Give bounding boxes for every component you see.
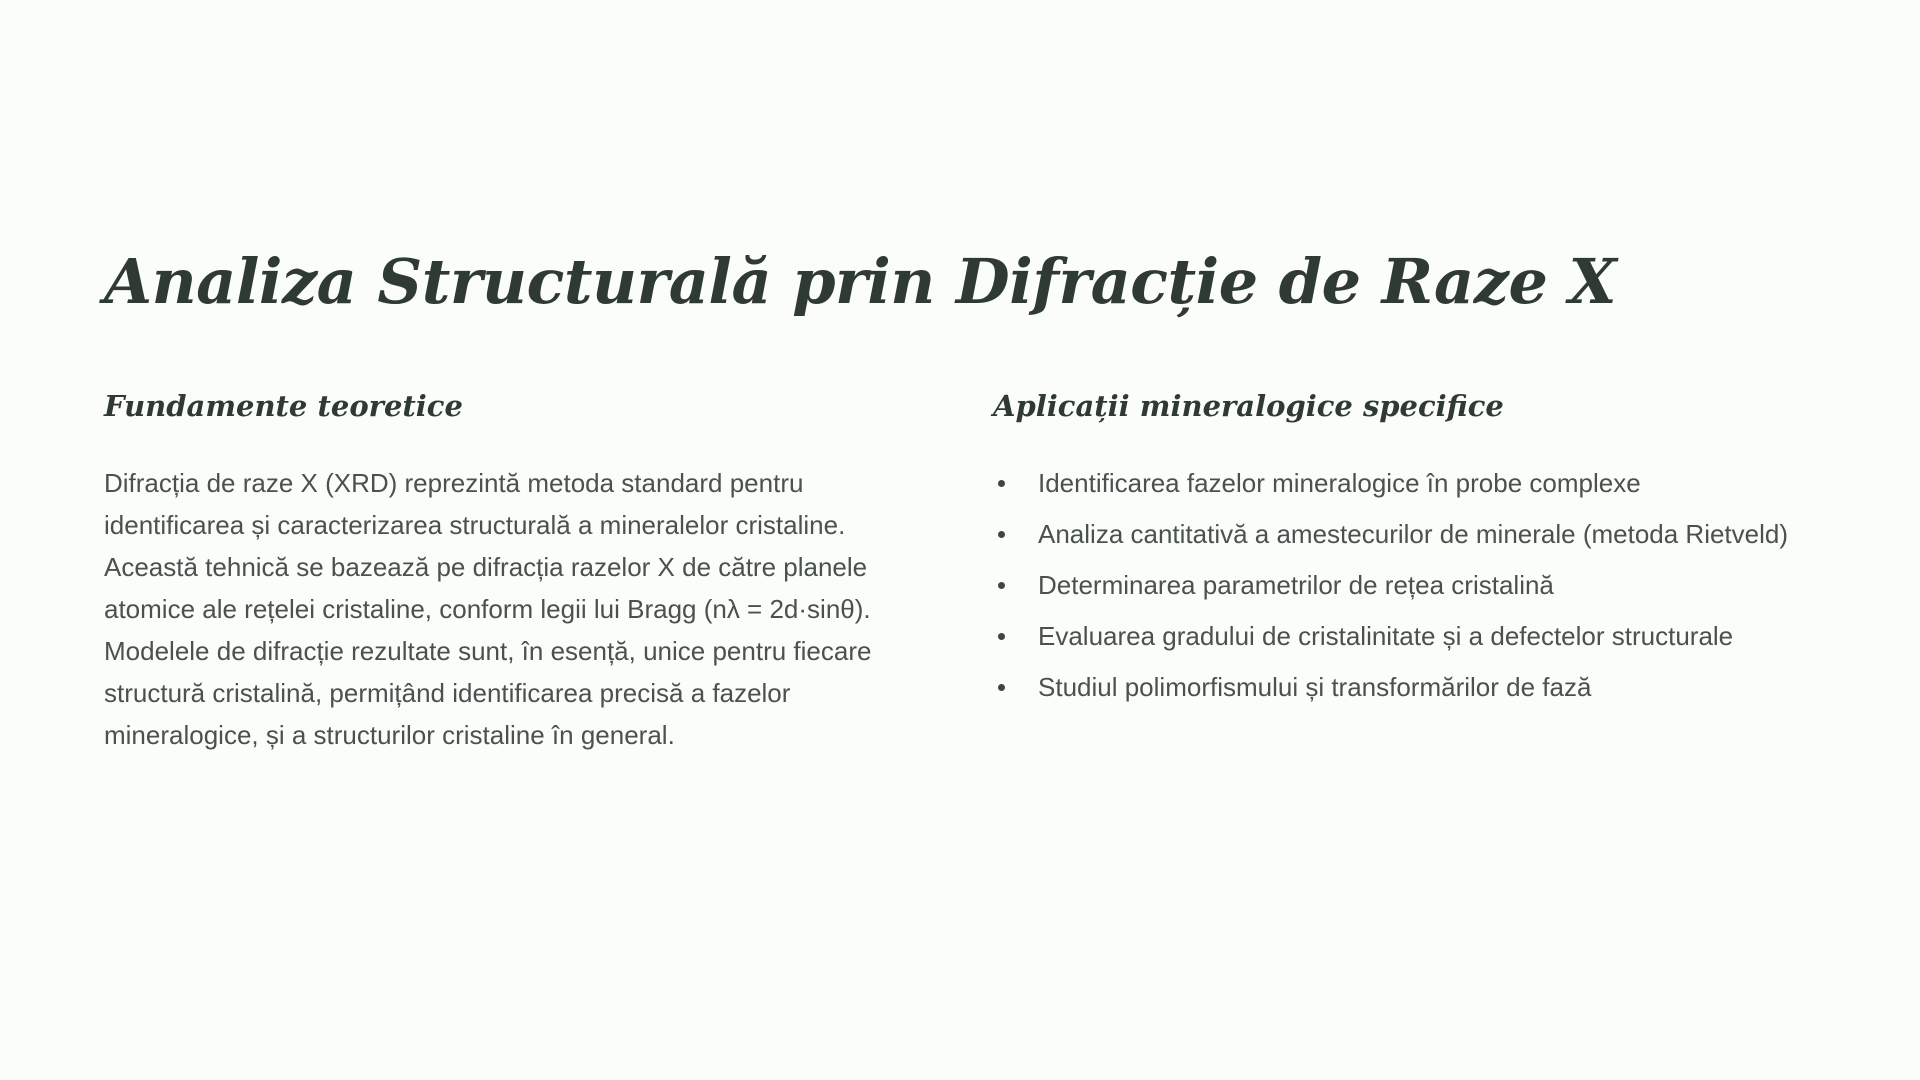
left-column (104, 386, 934, 756)
list-item-text: Identificarea fazelor mineralogice în probe complexe (1038, 468, 1641, 498)
list-item (993, 462, 1823, 504)
list-item (993, 513, 1823, 555)
list-item-text: Analiza cantitativă a amestecurilor de minerale (metoda Rietveld) (1038, 519, 1789, 549)
left-column-heading: Fundamente teoretice (104, 389, 463, 423)
list-item-text: Determinarea parametrilor de rețea cristalină (1038, 570, 1554, 600)
list-item (993, 564, 1823, 606)
bullet-icon (998, 684, 1005, 691)
list-item-text: Evaluarea gradului de cristalinitate și a defectelor structurale (1038, 621, 1734, 651)
right-column-heading: Aplicații mineralogice specifice (993, 389, 1504, 423)
right-column (993, 386, 1823, 717)
list-item (993, 666, 1823, 708)
list-item (993, 615, 1823, 657)
theory-paragraph: Difracția de raze X (XRD) reprezintă metoda standard pentru identificarea și caracterizarea structurală a mineralelor cristaline. Această tehnică se bazează pe difracția razelor X de către planele atomice ale rețelei cristaline, conform legii lui Bragg (nλ = 2d·sinθ). Modelele de difracție rezultate sunt, în esență, unice pentru fiecare structură cristalină, permițând identificarea precisă a fazelor mineralogice, și a structurilor cristaline în general. (104, 468, 872, 750)
bullet-icon (998, 480, 1005, 487)
applications-list (993, 462, 1823, 708)
bullet-icon (998, 633, 1005, 640)
bullet-icon (998, 582, 1005, 589)
list-item-text: Studiul polimorfismului și transformărilor de fază (1038, 672, 1592, 702)
slide-title: Analiza Structurală prin Difracție de Raze X (104, 245, 1617, 318)
bullet-icon (998, 531, 1005, 538)
